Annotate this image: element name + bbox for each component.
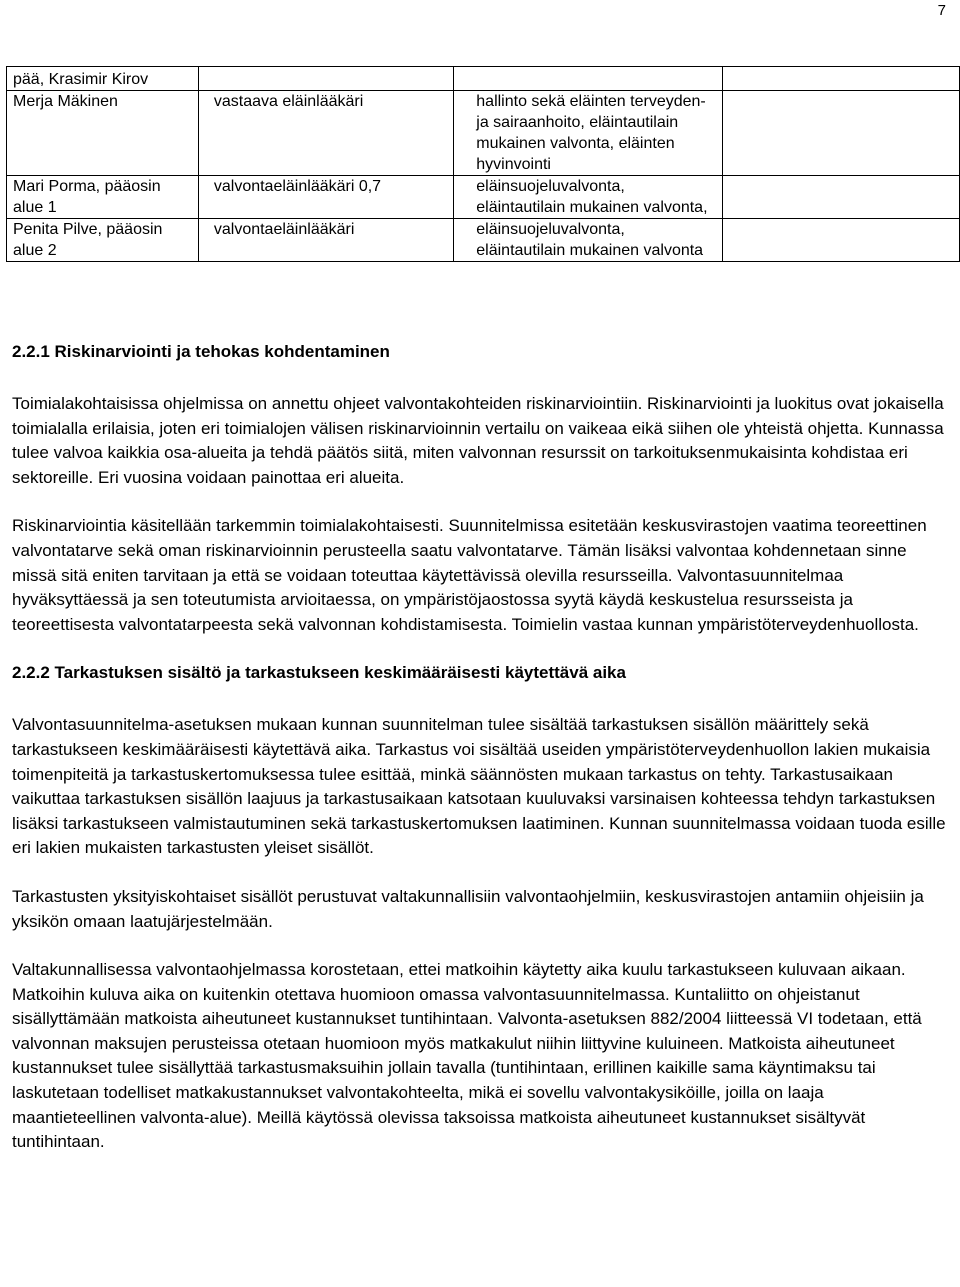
staff-duties: eläinsuojeluvalvonta, eläintautilain mukainen valvonta xyxy=(454,219,723,262)
staff-row xyxy=(7,176,960,219)
paragraph: Tarkastusten yksityiskohtaiset sisällöt perustuvat valtakunnallisiin valvontaohjelmiin, keskusvirastojen antamiin ohjeisiin ja yksikön omaan laatujärjestelmään. xyxy=(12,886,924,931)
staff-duties xyxy=(454,67,723,91)
section-heading-2-2-1: 2.2.1 Riskinarviointi ja tehokas kohdentaminen xyxy=(12,342,390,361)
staff-extra xyxy=(722,176,959,219)
paragraph: Valtakunnallisessa valvontaohjelmassa korostetaan, ettei matkoihin käytetty aika kuulu tarkastukseen kuluvaan aikaan. Matkoihin kuluva aika on kuitenkin otettava huomioon omassa valvontasuunnitelmassa. Kuntaliitto on ohjeistanut sisällyttämään matkoista aiheutuneet kustannukset tuntihintaan. Valvonta-asetuksen 882/2004 liitteessä VI todetaan, että valvonnan maksujen perusteissa otetaan huomioon myös matkakulut niihin liittyvine kuluineen. Matkoista aiheutuneet kustannukset tulee sisällyttää tarkastusmaksuihin jollain tavalla (tuntihintaan, erillinen kaikille sama käyntimaksu tai laskutetaan todelliset matkakustannukset valvontakohteelta, mikä ei sovellu valvontakysiköille, joilla on laaja maantieteellinen valvonta-alue). Meillä käytössä olevissa taksoissa matkoista aiheutuneet kustannukset sisältyvät tuntihintaan. xyxy=(12,960,922,1152)
staff-row xyxy=(7,67,960,91)
page-number: 7 xyxy=(937,2,946,19)
paragraph: Toimialakohtaisissa ohjelmissa on annettu ohjeet valvontakohteiden riskinarviointiin. Riskinarviointi ja luokitus ovat jokaisella toimialalla erilaisia, joten eri toimialojen välisen riskinarvioinnin vertailu on vaikeaa eikä siihen ole yhteistä ohjetta. Kunnassa tulee valvoa kaikkia osa-alueita ja tehdä päätös siitä, miten valvonnan resurssit on tarkoituksenmukaisinta kohdistaa eri sektoreille. Eri vuosina voidaan painottaa eri alueita. xyxy=(12,394,944,487)
staff-extra xyxy=(722,219,959,262)
section-heading-2-2-2: 2.2.2 Tarkastuksen sisältö ja tarkastukseen keskimääräisesti käytettävä aika xyxy=(12,663,626,683)
document-body xyxy=(12,340,950,1155)
staff-table xyxy=(6,66,960,262)
staff-row xyxy=(7,219,960,262)
paragraph: Valvontasuunnitelma-asetuksen mukaan kunnan suunnitelman tulee sisältää tarkastuksen sisällön määrittely sekä tarkastukseen keskimääräisesti käytettävä aika. Tarkastus voi sisältää useiden ympäristöterveydenhuollon lakien mukaisia toimenpiteitä ja tarkastuskertomuksessa tulee esittää, minkä säännösten mukaan tarkastus on tehty. Tarkastusaikaan vaikuttaa tarkastuksen sisällön laajuus ja tarkastusaikaan katsotaan kuuluvaksi varsinaisen kohteessa tehdyn tarkastuksen lisäksi tarkastukseen valmistautuminen sekä tarkastuskertomuksen laatiminen. Kunnan suunnitelmassa voidaan tuoda esille eri lakien mukaisten tarkastusten yleiset sisällöt. xyxy=(12,715,946,858)
staff-title: vastaava eläinlääkäri xyxy=(198,91,453,176)
staff-name: pää, Krasimir Kirov xyxy=(7,67,199,91)
staff-title: valvontaeläinlääkäri 0,7 xyxy=(198,176,453,219)
staff-name: Merja Mäkinen xyxy=(7,91,199,176)
staff-duties: eläinsuojeluvalvonta, eläintautilain mukainen valvonta, xyxy=(454,176,723,219)
staff-title xyxy=(198,67,453,91)
staff-row xyxy=(7,91,960,176)
staff-extra xyxy=(722,91,959,176)
staff-title: valvontaeläinlääkäri xyxy=(198,219,453,262)
staff-name: Mari Porma, pääosin alue 1 xyxy=(7,176,199,219)
staff-name: Penita Pilve, pääosin alue 2 xyxy=(7,219,199,262)
staff-duties: hallinto sekä eläinten terveyden- ja sairaanhoito, eläintautilain mukainen valvonta, eläinten hyvinvointi xyxy=(454,91,723,176)
staff-extra xyxy=(722,67,959,91)
paragraph: Riskinarviointia käsitellään tarkemmin toimialakohtaisesti. Suunnitelmissa esitetään keskusvirastojen vaatima teoreettinen valvontatarve sekä oman riskinarvioinnin perusteella saatu valvontatarve. Tämän lisäksi valvontaa kohdennetaan sinne missä sitä eniten tarvitaan ja että se voidaan toteuttaa käytettävissä olevilla resursseilla. Valvontasuunnitelmaa hyväksyttäessä ja sen toteutumista arvioitaessa, on ympäristöjaostossa syytä käydä keskustelua resursseista ja teoreettisesta valvontatarpeesta sekä valvonnan kohdistamisesta. Toimielin vastaa kunnan ympäristöterveydenhuollosta. xyxy=(12,516,927,634)
